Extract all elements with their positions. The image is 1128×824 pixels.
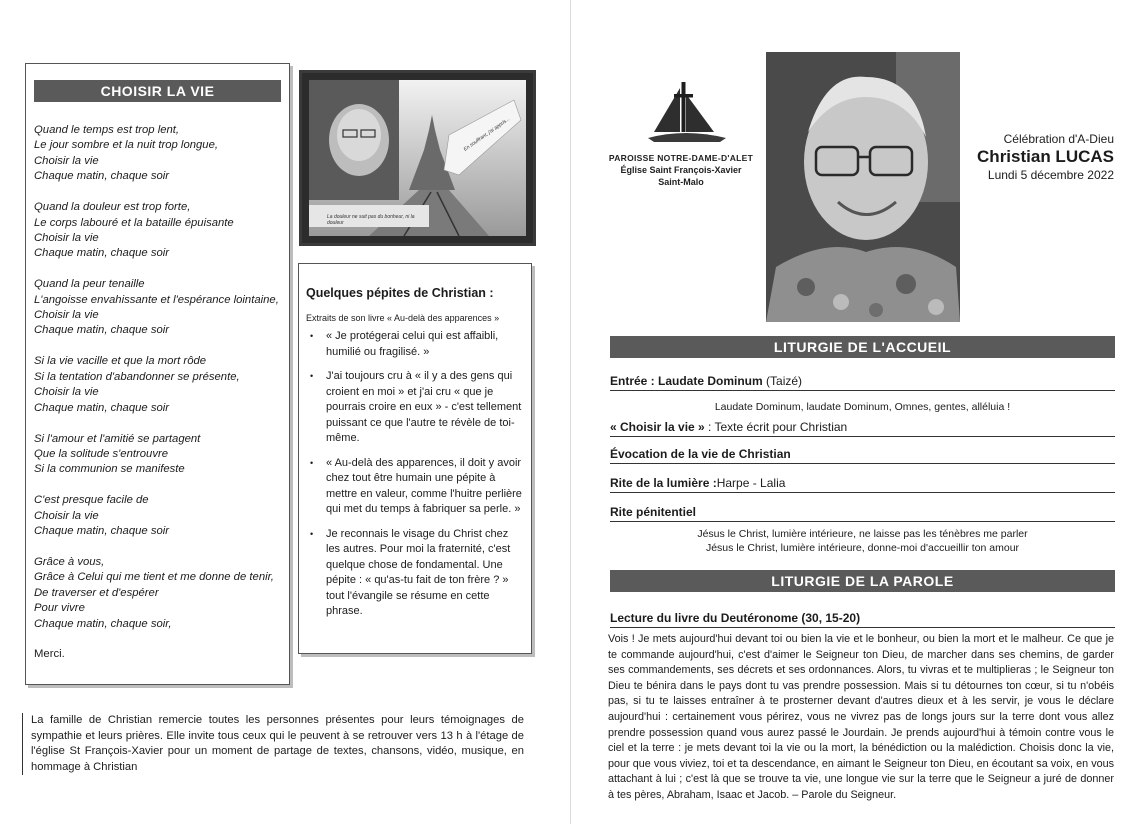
poem-line: Si la communion se manifeste [34, 463, 185, 476]
poem-stanza [34, 432, 281, 478]
celebration-label: Célébration d'A-Dieu [1003, 132, 1114, 146]
list-item: • « Je protégerai celui qui est affaibli, humilié ou fragilisé. » [310, 330, 499, 358]
poem-line: Grâce à vous, [34, 555, 105, 568]
poem-line: Quand la douleur est trop forte, [34, 201, 191, 214]
poem-line: Choisir la vie [34, 509, 99, 522]
poem-line: Si la tentation d'abandonner se présente, [34, 370, 240, 383]
framed-picture [299, 70, 536, 246]
poem-line: Chaque matin, chaque soir [34, 401, 170, 414]
entree-detail: (Taizé) [762, 374, 803, 388]
list-item: • « Au-delà des apparences, il doit y avoir chez tout être humain une pépite à mettre en valeur, comme l'huitre perlière qui met du temps à fabriquer sa perle. » [310, 456, 522, 515]
framed-picture-image [309, 80, 526, 236]
poem-line: L'angoisse envahissante et l'espérance lointaine, [34, 293, 279, 306]
collage-illustration [309, 80, 526, 236]
rite-lumiere-line [610, 475, 1115, 493]
parish-info [596, 152, 766, 188]
entree-text: Laudate Dominum, laudate Dominum, Omnes, gentes, alléluia ! [714, 401, 1011, 413]
pepites-title: Quelques pépites de Christian : [306, 286, 494, 300]
poem-stanza [34, 277, 281, 339]
pepites-box [298, 263, 532, 654]
poem-line: Choisir la vie [34, 231, 99, 244]
poem-line: Choisir la vie [34, 309, 99, 322]
penitentiel-line-2: Jésus le Christ, lumière intérieure, donne-moi d'accueillir ton amour [705, 542, 1020, 554]
parish-logo-icon [640, 80, 730, 144]
celebration-date: Lundi 5 décembre 2022 [987, 168, 1114, 182]
poem-line: Chaque matin, chaque soir [34, 247, 170, 260]
lecture-text: Vois ! Je mets aujourd'hui devant toi ou bien la vie et le bonheur, ou bien la mort et le malheur. Ce que je te commande aujourd'hui, c'est d'aimer le Seigneur ton Dieu, de marcher dans ses chemins, de garder ses commandements, ses décrets et ses ordonnances. Alors, tu vivras et te multiplieras ; le Seigneur ton Dieu te bénira dans le pays dont tu vas prendre possession. Mais si tu détournes ton cœur, si tu n'obéis pas, si tu te laisses entraîner à te prosterner devant d'autres dieux et à les servir, je vous le déclare aujourd'hui : certainement vous périrez, vous ne vivrez pas de longs jours sur la terre dont vous allez prendre possession quand vous aurez passé le Jourdain. Je prends aujourd'hui à témoin contre vous le ciel et la terre : je mets devant toi la vie ou la mort, la bénédiction ou la malédiction. Choisis donc la vie, pour que vous viviez, toi et ta descendance, en aimant le Seigneur ton Dieu, en écoutant sa voix, en vous attachant à lui ; c'est là que se trouve ta vie, une longue vie sur la terre que le Seigneur a juré de donner à tes pères, Abraham, Isaac et Jacob. – Parole du Seigneur. [608, 633, 1114, 801]
celebration-header [962, 131, 1114, 183]
rite-lumiere-detail: Harpe - Lalia [716, 476, 786, 490]
poem-line: C'est presque facile de [34, 494, 149, 507]
portrait-illustration [766, 52, 960, 322]
poem-line: Que la solitude s'entrouvre [34, 447, 169, 460]
choisir-detail: : Texte écrit pour Christian [704, 420, 848, 434]
poem-line: De traverser et d'espérer [34, 586, 159, 599]
choisir-label: « Choisir la vie » [610, 420, 705, 434]
lecture-title: Lecture du livre du Deutéronome (30, 15-20) [610, 610, 1115, 628]
entree-line [610, 373, 1115, 391]
parish-name: PAROISSE NOTRE-DAME-D'ALET [608, 153, 754, 163]
poem-line: Chaque matin, chaque soir [34, 170, 170, 183]
poem-line: Le corps labouré et la bataille épuisante [34, 216, 234, 229]
portrait-photo [766, 52, 960, 322]
poem-text [34, 123, 281, 632]
poem-line: Chaque matin, chaque soir [34, 525, 170, 538]
pepites-list [306, 329, 524, 620]
entree-label: Entrée : Laudate Dominum [610, 374, 763, 388]
poem-stanza [34, 123, 281, 185]
parish-city: Saint-Malo [658, 177, 704, 187]
poem-stanza [34, 555, 281, 632]
poem-line: Quand la peur tenaille [34, 278, 145, 291]
poem-line: Si l'amour et l'amitié se partagent [34, 432, 201, 445]
poem-line: Pour vivre [34, 602, 85, 615]
page-fold [570, 0, 571, 824]
rite-lumiere-label: Rite de la lumière : [610, 476, 717, 490]
section-liturgie-accueil: LITURGIE DE L'ACCUEIL [610, 336, 1115, 358]
evocation-label: Évocation de la vie de Christian [610, 447, 791, 461]
poem-box [25, 63, 290, 685]
poem-line: Choisir la vie [34, 386, 99, 399]
rite-penitentiel-line [610, 504, 1115, 522]
poem-line: Grâce à Celui qui me tient et me donne de tenir, [34, 571, 274, 584]
poem-line: Chaque matin, chaque soir, [34, 617, 172, 630]
poem-line: Le jour sombre et la nuit trop longue, [34, 139, 218, 152]
poem-line: Choisir la vie [34, 154, 99, 167]
parish-church: Église Saint François-Xavier [620, 165, 742, 175]
poem-stanza [34, 200, 281, 262]
poem-line: Quand le temps est trop lent, [34, 124, 180, 136]
choisir-line [610, 419, 1115, 437]
list-item: • Je reconnais le visage du Christ chez les autres. Pour moi la fraternité, c'est quelque chose de fondamental. Une pépite : « qu'as-tu fait de ton frère ? » tout l'évangile se résume en cette phrase. [310, 527, 511, 617]
poem-title: CHOISIR LA VIE [34, 80, 281, 102]
evocation-line [610, 446, 1115, 464]
poem-closing: Merci. [34, 648, 65, 661]
poem-stanza [34, 354, 281, 416]
poem-stanza [34, 493, 281, 539]
penitentiel-line-1: Jésus le Christ, lumière intérieure, ne laisse pas les ténèbres me parler [697, 528, 1028, 540]
poem-line: Si la vie vacille et que la mort rôde [34, 355, 207, 368]
pepites-subtitle: Extraits de son livre « Au-delà des apparences » [306, 313, 500, 323]
list-item: • J'ai toujours cru à « il y a des gens qui croient en moi » et j'ai cru « que je pourrais croire en eux » - c'est tellement puissant ce que l'autre te révèle de toi-même. [310, 370, 522, 444]
section-liturgie-parole: LITURGIE DE LA PAROLE [610, 570, 1115, 592]
framed-caption: La douleur ne suit pas du bonheur, ni la douleur [327, 214, 415, 226]
deceased-name: Christian LUCAS [977, 147, 1114, 166]
framed-ribbon-text: En souffrant, j'ai appris... [462, 116, 512, 153]
rite-penitentiel-label: Rite pénitentiel [610, 505, 697, 519]
thanks-text: La famille de Christian remercie toutes les personnes présentes pour leurs témoignages de sympathie et leurs prières. Elle invite tous ceux qui le peuvent à se retrouver vers 13 h à l'étage de l'église St François-Xavier pour un moment de partage de textes, chansons, vidéo, musique, en hommage à Christian [22, 713, 524, 775]
poem-line: Chaque matin, chaque soir [34, 324, 170, 337]
